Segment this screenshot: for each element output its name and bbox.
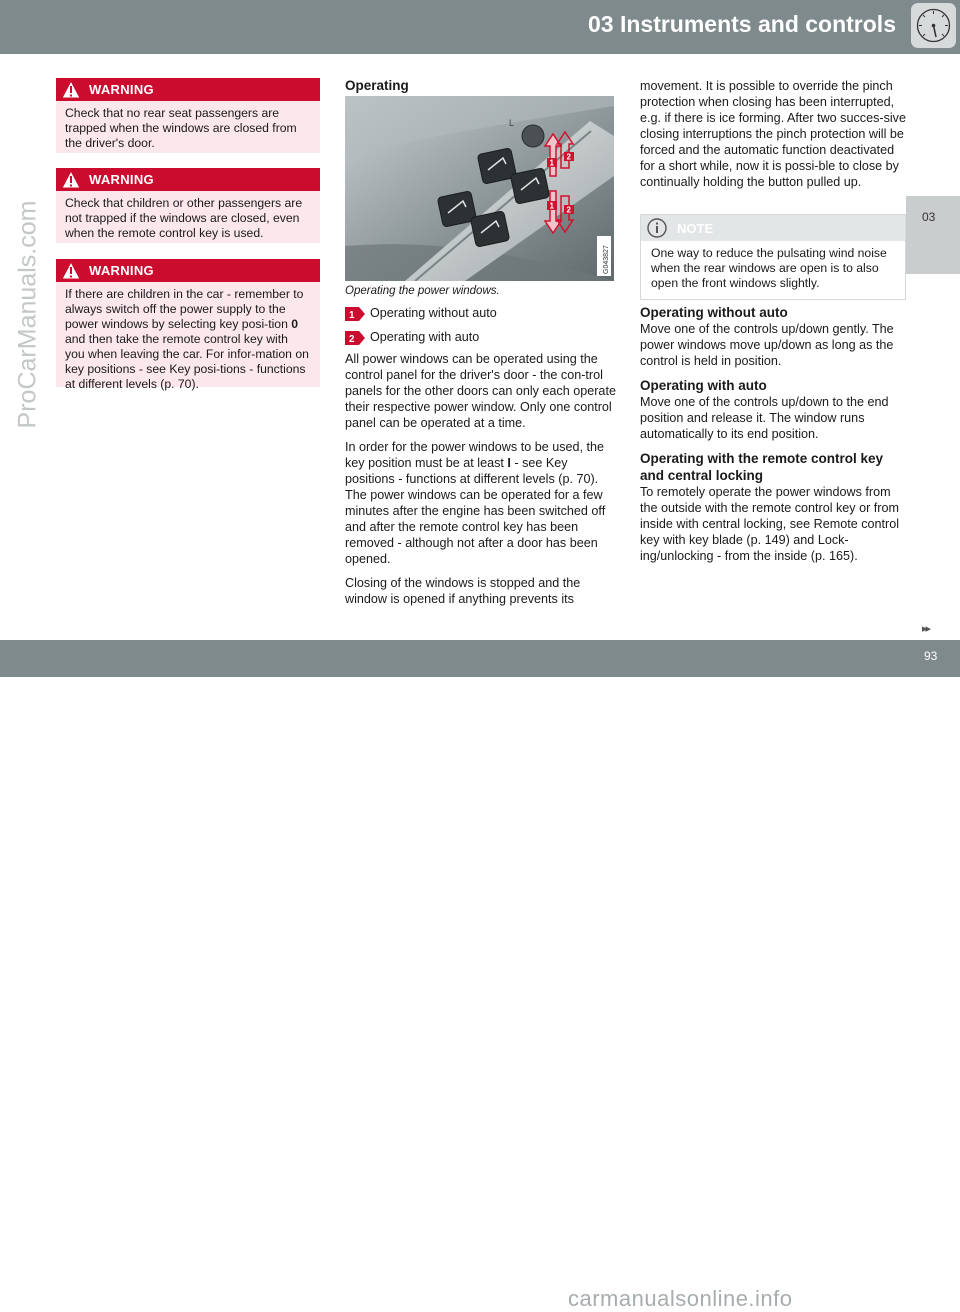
warning-header — [56, 259, 320, 282]
list-item-text: Operating without auto — [370, 306, 497, 320]
list-item-text: Operating with auto — [370, 330, 480, 344]
svg-text:1: 1 — [549, 201, 554, 211]
svg-text:2: 2 — [566, 152, 571, 162]
warning-label: WARNING — [89, 172, 154, 187]
warning-text — [56, 282, 320, 401]
right-sections — [640, 304, 908, 572]
label-L: L — [509, 118, 515, 128]
section-heading: Operating — [345, 78, 409, 93]
next-page-marker[interactable]: ▸▸ — [922, 623, 930, 635]
warning-text: Check that children or other passengers are not trapped if the windows are closed, even when the remote control key is used. — [65, 196, 303, 240]
warning-label: WARNING — [89, 263, 154, 278]
footer-watermark: carmanualsonline.info — [568, 1286, 793, 1311]
right-column — [640, 78, 908, 198]
number-2-icon — [345, 331, 365, 345]
badge-number: 2 — [349, 334, 355, 345]
chapter-title: 03 Instruments and controls — [587, 11, 896, 37]
note-text: One way to reduce the pulsating wind noise when the rear windows are open is to also open the front windows slightly. — [641, 241, 905, 299]
number-1-icon — [345, 307, 365, 321]
svg-text:1: 1 — [549, 158, 554, 168]
gauge-icon — [911, 3, 956, 48]
page-number: 93 — [924, 649, 938, 663]
note-header — [641, 215, 905, 241]
warning-triangle-icon — [61, 170, 81, 189]
image-caption: Operating the power windows. — [345, 285, 500, 297]
warning-header — [56, 78, 320, 101]
section — [640, 377, 908, 442]
section-heading: Operating without auto — [640, 305, 788, 320]
chapter-tab[interactable] — [906, 196, 960, 274]
image-code: G043827 — [603, 245, 610, 274]
power-window-controls-image — [345, 96, 614, 281]
key-position-value: I — [507, 456, 511, 470]
section — [640, 450, 908, 564]
warning-header — [56, 168, 320, 191]
paragraph — [345, 439, 617, 567]
middle-body-text — [345, 351, 617, 615]
note-label: NOTE — [677, 221, 714, 236]
paragraph: movement. It is possible to override the pinch protection when closing has been interrupted, e.g. if there is ice forming. After two succes-sive closing interruptions the pinch protection will be forced and the automatic function deactivated for a short while, now it is possi-ble to close by continually holding the button pulled up. — [640, 79, 906, 189]
warning-box-1 — [56, 78, 320, 153]
page-footer — [0, 640, 960, 1311]
warning-box-3 — [56, 259, 320, 391]
section-heading: Operating with auto — [640, 378, 767, 393]
warning-triangle-icon — [61, 261, 81, 280]
note-box — [640, 214, 906, 300]
paragraph: Closing of the windows is stopped and the window is opened if anything prevents its — [345, 576, 581, 606]
paragraph: Move one of the controls up/down to the end position and release it. The window runs automatically to its end position. — [640, 395, 889, 441]
section — [640, 304, 908, 369]
warning-triangle-icon — [61, 80, 81, 99]
paragraph: All power windows can be operated using the control panel for the driver's door - the con-trol panels for the other doors can only each operate their respective power window. Only one control panel can be operated at a time. — [345, 352, 616, 430]
svg-text:2: 2 — [566, 205, 571, 215]
warning-text-part: and then take the remote control key with you when leaving the car. For infor-mation on key positions - see Key posi-tions - functions at different levels (p. 70). — [65, 332, 309, 391]
warning-box-2 — [56, 168, 320, 243]
warning-text: Check that no rear seat passengers are trapped when the windows are closed from the driver's door. — [65, 106, 297, 150]
side-margin — [906, 55, 960, 640]
vertical-watermark: ProCarManuals.com — [13, 200, 42, 429]
section-heading: Operating with the remote control key and central locking — [640, 451, 884, 483]
page-header — [0, 0, 960, 54]
key-position-value: 0 — [291, 317, 299, 331]
chapter-tab-label: 03 — [922, 210, 936, 224]
warning-text-part: If there are children in the car - remember to always switch off the power supply to the power windows by selecting key posi-tion — [65, 287, 304, 331]
badge-number: 1 — [349, 310, 355, 321]
warning-label: WARNING — [89, 82, 154, 97]
paragraph-part: - see Key positions - functions at different levels (p. 70). The power windows can be operated for a few minutes after the engine has been switched off and after the remote control key has been removed - although not after a door has been opened. — [345, 456, 606, 566]
paragraph: Move one of the controls up/down gently. The power windows move up/down as long as the control is held in position. — [640, 322, 894, 368]
paragraph: To remotely operate the power windows from the outside with the remote control key or from inside with central locking, see Remote control key with key blade (p. 149) and Lock-ing/unlocking - from the inside (p. 165). — [640, 485, 899, 563]
paragraph-part: In order for the power windows to be used, the key position must be at least — [345, 440, 605, 470]
info-icon — [647, 218, 667, 238]
